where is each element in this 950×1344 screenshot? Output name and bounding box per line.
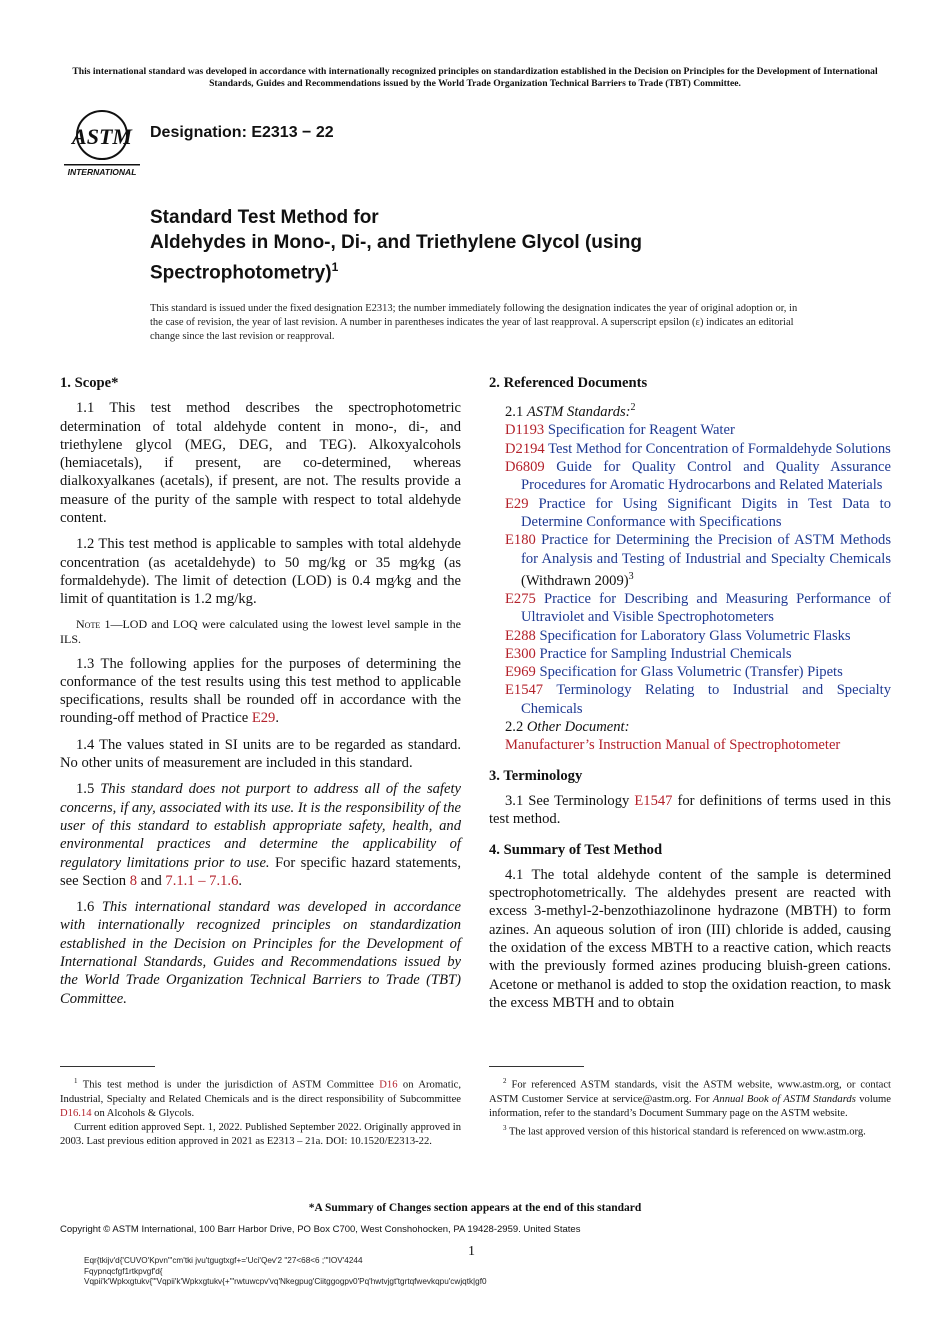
scope-heading: 1. Scope*: [60, 375, 119, 391]
reference-item[interactable]: E29 Practice for Using Significant Digits in Test Data to Determine Conformance with Specifications: [505, 495, 891, 530]
reference-item[interactable]: E275 Practice for Describing and Measuring Performance of Ultraviolet and Visible Spectrophotometers: [505, 590, 891, 626]
top-notice: This international standard was developed in accordance with internationally recognized principles on standardization established in the Decision on Principles for the Development of International Standards, Guides and Recommendations issued by the World Trade Organization Technical Barriers to Trade (TBT) Committee.: [72, 66, 878, 89]
license-line: Vqpii'k'Wpkxgtukv{"'Vqpii'k'Wpkxgtukv{+'"rwtuwcpv'vq'Nkegpug'Ciitggogpv0'Pq'hwtvjgt'tgrtqfwevkqpu'cwjqtk|gf0: [84, 1277, 487, 1286]
reference-list: [489, 421, 891, 718]
para-1-4: 1.4 The values stated in SI units are to be regarded as standard. No other units of measurement are included in this standard.: [60, 736, 461, 772]
link-e29[interactable]: E29: [251, 710, 276, 727]
reference-item[interactable]: E300 Practice for Sampling Industrial Chemicals: [505, 645, 792, 662]
para-3-1: 3.1 See Terminology E1547 for definitions of terms used in this test method.: [489, 792, 891, 828]
astm-logo-icon: [62, 108, 142, 178]
para-1-1: 1.1 This test method describes the spectrophotometric determination of total aldehyde content in mono-, di-, and triethylene glycol (MEG, DEG, and TEG). Alkoxyalcohols (hemiacetals), if present, are co-determined, whereas dialkoxyalkanes (acetals), if present, are not. The results provide a measure of the purity of the sample with respect to total aldehyde content.: [60, 400, 461, 527]
para-1-5: 1.5 This standard does not purport to address all of the safety concerns, if any, associated with its use. It is the responsibility of the user of this standard to establish appropriate safety, health, and environmental practices and determine the applicability of regulatory limitations prior to use. For specific hazard statements, see Section 8 and 7.1.1 – 7.1.6.: [60, 781, 461, 889]
left-column: [60, 374, 461, 1016]
reference-item[interactable]: E1547 Terminology Relating to Industrial and Specialty Chemicals: [505, 682, 891, 717]
reference-item[interactable]: E288 Specification for Laboratory Glass Volumetric Flasks: [505, 627, 851, 644]
footnote-rule-right: [489, 1066, 584, 1067]
terminology-heading: 3. Terminology: [489, 767, 583, 784]
title-line-1: Standard Test Method for: [150, 207, 379, 228]
subsection-2-1: 2.1 ASTM Standards:$^2$: [505, 402, 636, 421]
license-line: Eqr{tkijv'd{'CUVO'Kpvn'"cm'tki jvu'tgugtxgf+='Uci'Qev'2 "27<68<6 ;"'IOV'4244: [84, 1256, 363, 1265]
license-stamp: [84, 1256, 487, 1288]
footnotes-right: [489, 1074, 891, 1139]
svg-text:INTERNATIONAL: INTERNATIONAL: [67, 167, 137, 177]
reference-item[interactable]: E180 Practice for Determining the Precision of ASTM Methods for Analysis and Testing of Industrial and Specialty Chemicals (Withdrawn 2009)$^3$: [505, 532, 891, 589]
para-1-6: 1.6 This international standard was developed in accordance with internationally recognized principles on standardization established in the Decision on Principles for the Development of International Standards, Guides and Recommendations issued by the World Trade Organization Technical Barriers to Trade (TBT) Committee.: [60, 899, 461, 1007]
reference-item[interactable]: D2194 Test Method for Concentration of Formaldehyde Solutions: [505, 440, 891, 457]
footnote-1: $^1$ This test method is under the jurisdiction of ASTM Committee D16 on Aromatic, Industrial, Specialty and Related Chemicals and is the direct responsibility of Subcommittee D16.14 on Alcohols & Glycols.: [60, 1077, 461, 1119]
subsection-2-2: 2.2 Other Document:: [505, 719, 630, 736]
document-title: [150, 205, 642, 285]
link-d16-14[interactable]: D16.14: [60, 1107, 92, 1119]
footnote-2: $^2$ For referenced ASTM standards, visit the ASTM website, www.astm.org, or contact ASTM Customer Service at service@astm.org. For Annual Book of ASTM Standards volume information, refer to the standard’s Document Summary page on the ASTM website.: [489, 1077, 891, 1119]
svg-text:ASTM: ASTM: [72, 124, 132, 149]
link-7-1-1[interactable]: 7.1.1 – 7.1.6: [165, 872, 239, 889]
license-line: Fqypnqcfgf1rtkpvgf'd{: [84, 1266, 163, 1276]
link-d16[interactable]: D16: [379, 1079, 398, 1091]
summary-of-changes-note: *A Summary of Changes section appears at the end of this standard: [308, 1202, 642, 1214]
summary-heading: 4. Summary of Test Method: [489, 841, 663, 858]
para-1-3: 1.3 The following applies for the purposes of determining the conformance of the test results using this test method to applicable specifications, results shall be rounded off in accordance with the rounding-off method of Practice E29.: [60, 655, 461, 727]
reference-item[interactable]: D6809 Guide for Quality Control and Quality Assurance Procedures for Aromatic Hydrocarbons and Related Materials: [505, 459, 891, 494]
title-line-2: Aldehydes in Mono-, Di-, and Triethylene Glycol (using: [150, 232, 642, 253]
footnote-3: $^3$ The last approved version of this historical standard is referenced on www.astm.org.: [503, 1123, 866, 1138]
refdocs-heading: 2. Referenced Documents: [489, 375, 648, 391]
reference-item[interactable]: D1193 Specification for Reagent Water: [505, 422, 735, 439]
footnote-1-edition: Current edition approved Sept. 1, 2022. Published September 2022. Originally approved in 2003. Last previous edition approved in 2021 as E2313 – 21a. DOI: 10.1520/E2313-22.: [60, 1121, 461, 1147]
page-number: 1: [468, 1244, 475, 1259]
para-4-1: 4.1 The total aldehyde content of the sample is determined spectrophotometrically. The aldehydes present are reacted with excess 3-methyl-2-benzothiazolinone hydrazone (MBTH) to form azines. An aqueous solution of iron (III) chloride is added, causing the oxidation of the excess MBTH to a reactive cation, which reacts with the previously formed azines producing bluish-green cations. Acetone or methanol is added to stop the oxidation reaction, to mask the excess MBTH and to obtain: [489, 866, 891, 1011]
title-line-3: Spectrophotometry)$^1$: [150, 260, 339, 284]
other-document-link[interactable]: Manufacturer’s Instruction Manual of Spectrophotometer: [505, 737, 841, 754]
designation: Designation: E2313 − 22: [150, 124, 334, 141]
note-1: Note 1—LOD and LOQ were calculated using the lowest level sample in the ILS.: [60, 616, 462, 646]
link-section-8[interactable]: 8: [129, 872, 138, 889]
footnote-rule-left: [60, 1066, 155, 1067]
link-e1547[interactable]: E1547: [634, 792, 673, 809]
para-1-2: 1.2 This test method is applicable to samples with total aldehyde concentration (as acetaldehyde) to 50 mg/kg or 35 mg⁄kg (as formaldehyde). The limit of detection (LOD) is 0.4 mg⁄kg and the limit of quantitation is 1.2 mg/kg.: [60, 536, 461, 608]
right-column: [489, 374, 891, 1020]
reference-item[interactable]: E969 Specification for Glass Volumetric (Transfer) Pipets: [505, 664, 843, 681]
copyright: Copyright © ASTM International, 100 Barr Harbor Drive, PO Box C700, West Conshohocken, PA 19428-2959. United States: [60, 1224, 581, 1235]
footnotes-left: [60, 1074, 461, 1149]
astm-logo: [62, 108, 142, 178]
issued-statement: This standard is issued under the fixed designation E2313; the number immediately following the designation indicates the year of original adoption or, in the case of revision, the year of last revision. A number in parentheses indicates the year of last reapproval. A superscript epsilon (ε) indicates an editorial change since the last revision or reapproval.: [150, 303, 798, 342]
